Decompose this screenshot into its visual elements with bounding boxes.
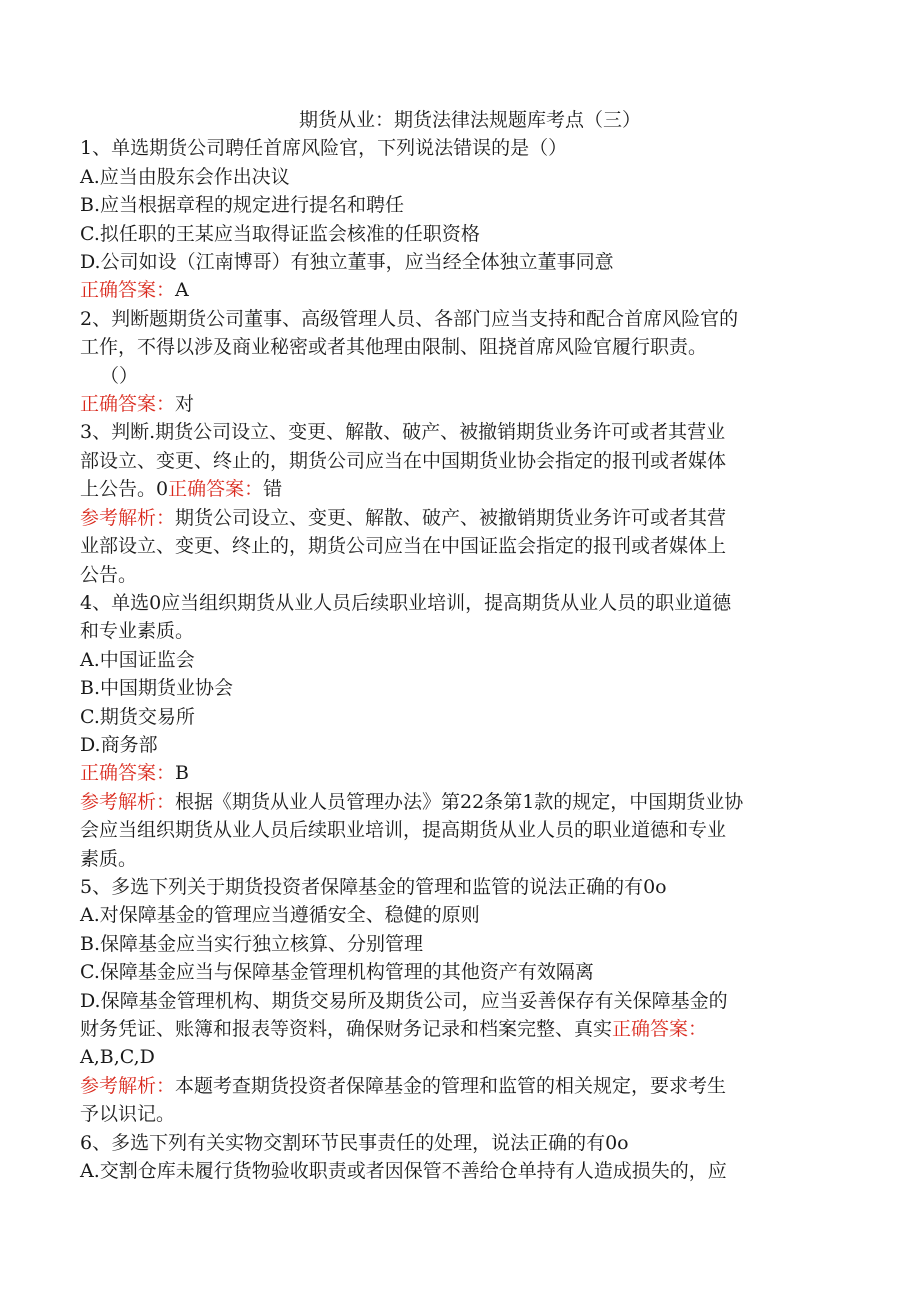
- answer-line: [80, 276, 840, 304]
- text-line: （）: [100, 364, 139, 387]
- text-line: 1、单选期货公司聘任首席风险官，下列说法错误的是（）: [80, 137, 568, 160]
- answer-line: [80, 390, 840, 418]
- line-text: 财务凭证、账簿和报表等资料，确保财务记录和档案完整、真实: [80, 1018, 613, 1040]
- text-line: 5、多选下列关于期货投资者保障基金的管理和监管的说法正确的有0o: [80, 875, 667, 898]
- answer-line: [80, 759, 840, 787]
- answer-line: [80, 1072, 840, 1100]
- document-body: [80, 106, 840, 1185]
- text-line: C.保障基金应当与保障基金管理机构管理的其他资产有效隔离: [80, 961, 594, 984]
- text-line: D.公司如设（江南博哥）有独立董事，应当经全体独立董事同意: [80, 251, 614, 274]
- text-line: 予以识记。: [80, 1103, 176, 1126]
- text-line: A.中国证监会: [80, 648, 195, 671]
- answer-line: [80, 1015, 840, 1043]
- answer-text: 根据《期货从业人员管理办法》第22条第1款的规定，中国期货业协: [175, 790, 744, 813]
- answer-line: [80, 504, 840, 532]
- text-line: C.期货交易所: [80, 705, 195, 728]
- answer-text: 对: [175, 393, 195, 416]
- text-line: B.保障基金应当实行独立核算、分别管理: [80, 932, 424, 955]
- question-list: [80, 134, 840, 1185]
- answer-label: 参考解析：: [80, 790, 176, 813]
- answer-label: 正确答案：: [612, 1018, 708, 1040]
- text-line: 业部设立、变更、终止的，期货公司应当在中国证监会指定的报刊或者媒体上: [80, 535, 727, 558]
- answer-label: 正确答案：: [80, 762, 176, 785]
- text-line: 部设立、变更、终止的，期货公司应当在中国期货业协会指定的报刊或者媒体: [80, 449, 727, 472]
- text-line: 公告。: [80, 563, 138, 586]
- answer-text: 错: [263, 478, 283, 501]
- text-line: 素质。: [80, 847, 138, 870]
- answer-text: B: [175, 762, 189, 785]
- text-line: D.保障基金管理机构、期货交易所及期货公司，应当妥善保存有关保障基金的: [80, 989, 728, 1012]
- answer-text: A: [175, 279, 189, 302]
- text-line: 4、单选0应当组织期货从业人员后续职业培训，提高期货从业人员的职业道德: [80, 591, 732, 614]
- text-line: C.拟任职的王某应当取得证监会核准的任职资格: [80, 222, 480, 245]
- text-line: 3、判断.期货公司设立、变更、解散、破产、被撤销期货业务许可或者其营业: [80, 421, 726, 444]
- answer-line: [80, 475, 840, 503]
- answer-label: 正确答案：: [168, 478, 264, 501]
- text-line: D.商务部: [80, 733, 158, 756]
- text-line: 会应当组织期货从业人员后续职业培训，提高期货从业人员的职业道德和专业: [80, 819, 727, 842]
- text-line: A.对保障基金的管理应当遵循安全、稳健的原则: [80, 904, 480, 927]
- line-text: 上公告。0: [80, 478, 169, 501]
- answer-text: 期货公司设立、变更、解散、破产、被撤销期货业务许可或者其营: [175, 506, 727, 529]
- text-line: 和专业素质。: [80, 620, 195, 643]
- answer-text: 本题考查期货投资者保障基金的管理和监管的相关规定，要求考生: [175, 1074, 727, 1097]
- text-line: B.应当根据章程的规定进行提名和聘任: [80, 194, 405, 217]
- answer-label: 正确答案：: [80, 279, 176, 302]
- answer-label: 参考解析：: [80, 1074, 176, 1097]
- text-line: 6、多选下列有关实物交割环节民事责任的处理，说法正确的有0o: [80, 1131, 629, 1154]
- text-line: A,B,C,D: [80, 1046, 155, 1069]
- answer-line: [80, 788, 840, 816]
- answer-label: 参考解析：: [80, 506, 176, 529]
- text-line: A.交割仓库未履行货物验收职责或者因保管不善给仓单持有人造成损失的，应: [80, 1160, 727, 1183]
- document-title: 期货从业：期货法律法规题库考点（三）: [298, 109, 641, 131]
- text-line: 工作，不得以涉及商业秘密或者其他理由限制、阻挠首席风险官履行职责。: [80, 336, 708, 359]
- text-line: 2、判断题期货公司董事、高级管理人员、各部门应当支持和配合首席风险官的: [80, 307, 739, 330]
- answer-label: 正确答案：: [80, 393, 176, 416]
- text-line: B.中国期货业协会: [80, 677, 234, 700]
- text-line: A.应当由股东会作出决议: [80, 165, 290, 188]
